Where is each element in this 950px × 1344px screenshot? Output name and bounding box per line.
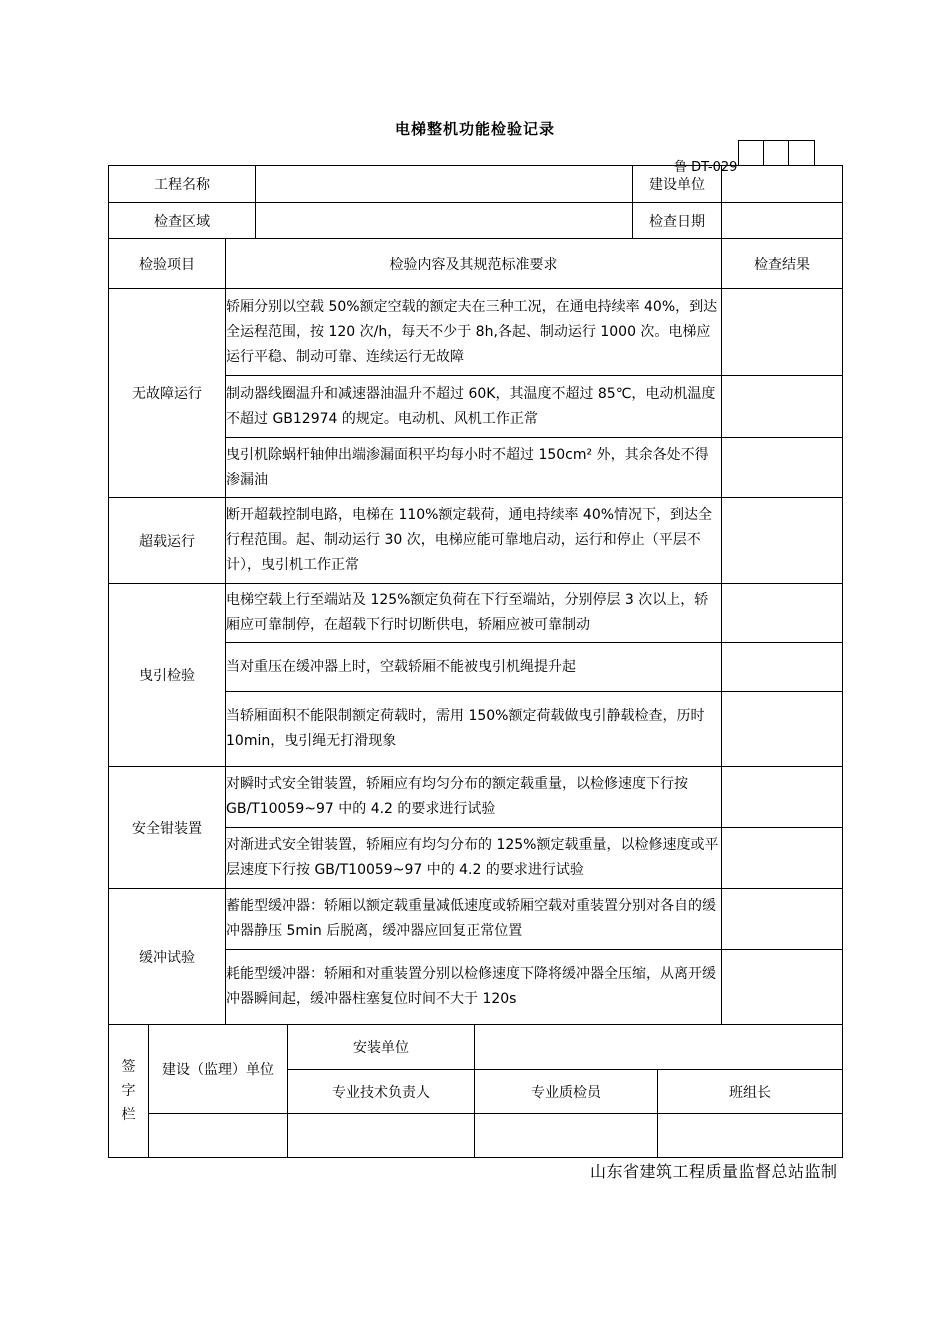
- inspection-result-field[interactable]: [722, 438, 843, 498]
- inspection-requirement: 当对重压在缓冲器上时，空载轿厢不能被曳引机绳提升起: [226, 643, 722, 692]
- inspection-requirement: 对瞬时式安全钳装置，轿厢应有均匀分布的额定载重量，以检修速度下行按 GB/T10059~97 中的 4.2 的要求进行试验: [226, 767, 722, 828]
- inspection-requirement: 断开超载控制电路，电梯在 110%额定载荷，通电持续率 40%情况下，到达全行程范围。起、制动运行 30 次，电梯应能可靠地启动，运行和停止（平层不计），曳引机工作正常: [226, 498, 722, 584]
- inspection-requirement: 制动器线圈温升和减速器油温升不超过 60K，其温度不超过 85℃，电动机温度不超过 GB12974 的规定。电动机、风机工作正常: [226, 376, 722, 438]
- column-header-item: 检验项目: [109, 239, 226, 289]
- document-title: 电梯整机功能检验记录: [394, 120, 555, 138]
- inspection-requirement: 耗能型缓冲器：轿厢和对重装置分别以检修速度下降将缓冲器全压缩，从离开缓冲器瞬间起，缓冲器柱塞复位时间不大于 120s: [226, 950, 722, 1025]
- inspection-result-field[interactable]: [722, 376, 843, 438]
- code-number-boxes: [738, 140, 815, 165]
- form-code: 鲁 DT-029: [674, 160, 738, 175]
- inspection-item-name: 缓冲试验: [109, 889, 226, 1025]
- supervision-signature-field[interactable]: [149, 1114, 288, 1158]
- date-label: 检查日期: [633, 203, 722, 239]
- inspection-item-name: 曳引检验: [109, 584, 226, 767]
- inspection-item-name: 无故障运行: [109, 289, 226, 498]
- inspection-result-field[interactable]: [722, 692, 843, 767]
- tech-lead-signature-field[interactable]: [288, 1114, 475, 1158]
- team-leader-label: 班组长: [658, 1070, 843, 1114]
- inspection-requirement: 蓄能型缓冲器：轿厢以额定载重量减低速度或轿厢空载对重装置分别对各自的缓冲器静压 5min 后脱离，缓冲器应回复正常位置: [226, 889, 722, 950]
- inspection-result-field[interactable]: [722, 828, 843, 889]
- date-field[interactable]: [722, 203, 843, 239]
- footer-issuer: 山东省建筑工程质量监督总站监制: [590, 1162, 838, 1181]
- area-label: 检查区域: [109, 203, 256, 239]
- inspection-requirement: 当轿厢面积不能限制额定荷载时，需用 150%额定荷载做曳引静载检查，历时 10min，曳引绳无打滑现象: [226, 692, 722, 767]
- inspection-item-name: 超载运行: [109, 498, 226, 584]
- project-name-label: 工程名称: [109, 166, 256, 203]
- signature-table: [108, 1024, 843, 1158]
- inspection-requirement: 对渐进式安全钳装置，轿厢应有均匀分布的 125%额定载重量，以检修速度或平层速度下行按 GB/T10059~97 中的 4.2 的要求进行试验: [226, 828, 722, 889]
- table-row: [109, 584, 843, 643]
- quality-inspector-label: 专业质检员: [475, 1070, 658, 1114]
- inspection-result-field[interactable]: [722, 498, 843, 584]
- inspection-table: [108, 165, 843, 1025]
- inspection-requirement: 曳引机除蜗杆轴伸出端渗漏面积平均每小时不超过 150cm² 外，其余各处不得渗漏油: [226, 438, 722, 498]
- signature-column-label: 签 字 栏: [109, 1025, 149, 1158]
- inspection-item-name: 安全钳装置: [109, 767, 226, 889]
- table-row: [109, 289, 843, 376]
- inspection-result-field[interactable]: [722, 889, 843, 950]
- builder-field[interactable]: [722, 166, 843, 203]
- team-leader-signature-field[interactable]: [658, 1114, 843, 1158]
- inspection-result-field[interactable]: [722, 950, 843, 1025]
- column-header-content: 检验内容及其规范标准要求: [226, 239, 722, 289]
- area-field[interactable]: [256, 203, 633, 239]
- quality-inspector-signature-field[interactable]: [475, 1114, 658, 1158]
- install-unit-field[interactable]: [475, 1025, 843, 1070]
- inspection-result-field[interactable]: [722, 643, 843, 692]
- inspection-result-field[interactable]: [722, 584, 843, 643]
- column-header-result: 检查结果: [722, 239, 843, 289]
- table-row: [109, 889, 843, 950]
- project-name-field[interactable]: [256, 166, 633, 203]
- table-row: [109, 767, 843, 828]
- install-unit-label: 安装单位: [288, 1025, 475, 1070]
- tech-lead-label: 专业技术负责人: [288, 1070, 475, 1114]
- builder-label: 建设单位: [633, 166, 722, 203]
- supervision-unit-label: 建设（监理）单位: [149, 1025, 288, 1114]
- inspection-result-field[interactable]: [722, 289, 843, 376]
- inspection-result-field[interactable]: [722, 767, 843, 828]
- table-row: [109, 498, 843, 584]
- inspection-requirement: 轿厢分别以空载 50%额定空载的额定夫在三种工况，在通电持续率 40%，到达全运程范围，按 120 次/h，每天不少于 8h,各起、制动运行 1000 次。电梯应运行平稳、制动可靠、连续运行无故障: [226, 289, 722, 376]
- inspection-requirement: 电梯空载上行至端站及 125%额定负荷在下行至端站，分别停层 3 次以上，轿厢应可靠制停，在超载下行时切断供电，轿厢应被可靠制动: [226, 584, 722, 643]
